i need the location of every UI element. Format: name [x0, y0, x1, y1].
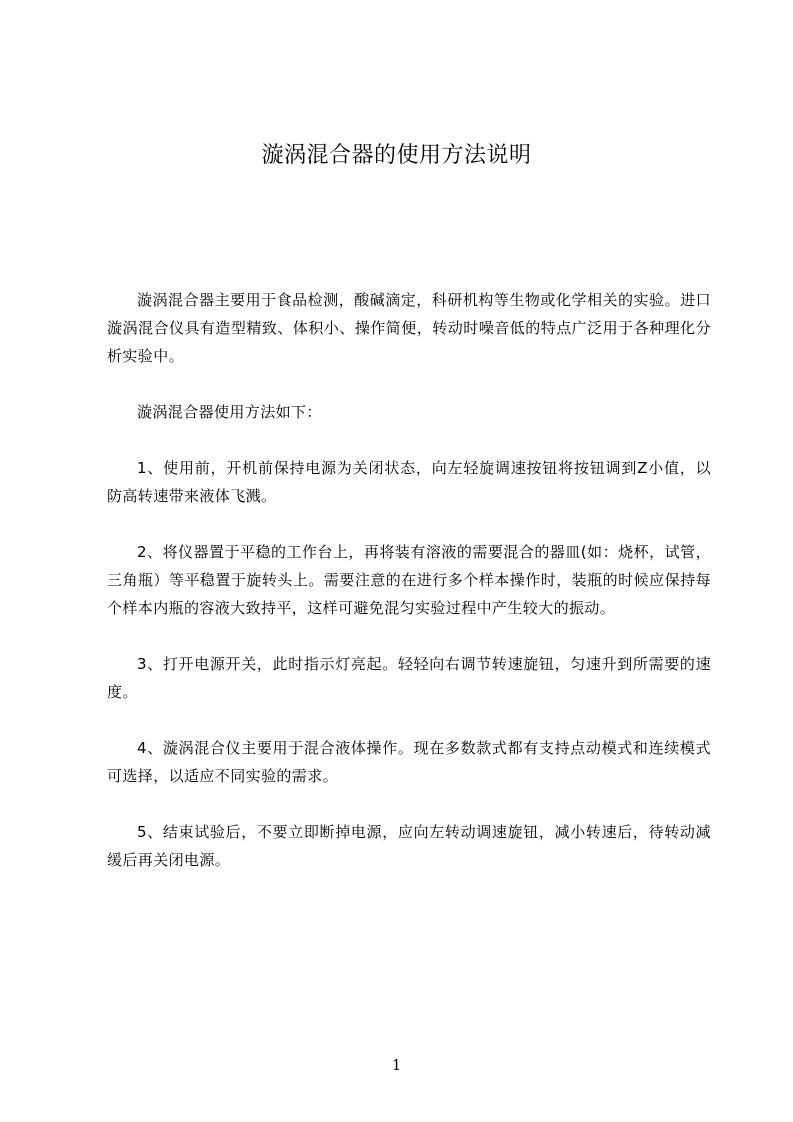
- step-3-paragraph: 3、打开电源开关，此时指示灯亮起。轻轻向右调节转速旋钮，匀速升到所需要的速度。: [107, 655, 711, 701]
- page-number: 1: [391, 1056, 402, 1074]
- usage-heading-paragraph: 漩涡混合器使用方法如下：: [137, 403, 322, 421]
- step-2-paragraph: 2、将仪器置于平稳的工作台上，再将装有溶液的需要混合的器皿(如：烧杯，试管，三角瓶）等平稳置于旋转头上。需要注意的在进行多个样本操作时，装瓶的时候应保持每个样本内瓶的容液大致持平，这样可避免混匀实验过程中产生较大的振动。: [107, 543, 711, 617]
- step-4-paragraph: 4、漩涡混合仪主要用于混合液体操作。现在多数款式都有支持点动模式和连续模式可选择，以适应不同实验的需求。: [107, 739, 711, 785]
- document-body: [107, 286, 711, 902]
- intro-paragraph: 漩涡混合器主要用于食品检测，酸碱滴定，科研机构等生物或化学相关的实验。进口漩涡混合仪具有造型精致、体积小、操作简便，转动时噪音低的特点广泛用于各种理化分析实验中。: [107, 291, 711, 365]
- document-title: 漩涡混合器的使用方法说明: [261, 143, 532, 168]
- step-5-paragraph: 5、结束试验后，不要立即断掉电源，应向左转动调速旋钮，减小转速后，待转动减缓后再关闭电源。: [107, 823, 711, 869]
- step-1-paragraph: 1、使用前，开机前保持电源为关闭状态，向左轻旋调速按钮将按钮调到Z小值，以防高转速带来液体飞溅。: [107, 459, 711, 505]
